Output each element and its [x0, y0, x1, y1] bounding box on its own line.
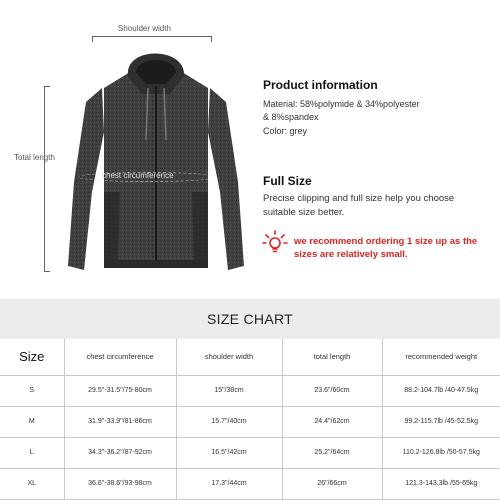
- table-row: [0, 375, 500, 406]
- material-line: Material: 58%polymide & 34%polyester: [263, 99, 420, 109]
- cell-size: S: [0, 375, 64, 406]
- size-chart-title: SIZE CHART: [0, 299, 500, 339]
- cell-chest: 29.5"-31.5"/75-80cm: [64, 375, 176, 406]
- size-table: [0, 339, 500, 500]
- chest-circumference-label: chest circumference: [102, 171, 174, 180]
- cell-chest: 34.3"-36.2"/87-92cm: [64, 437, 176, 468]
- cell-shoulder: 15"/38cm: [176, 375, 282, 406]
- cell-shoulder: 16.5"/42cm: [176, 437, 282, 468]
- cell-length: 25.2"/64cm: [282, 437, 382, 468]
- table-row: [0, 406, 500, 437]
- lightbulb-icon: [262, 230, 288, 256]
- table-header-row: [0, 339, 500, 375]
- header-shoulder: shoulder width: [176, 339, 282, 375]
- cell-length: 23.6"/60cm: [282, 375, 382, 406]
- cell-chest: 31.9"-33.9"/81-86cm: [64, 406, 176, 437]
- header-weight: recommended weight: [382, 339, 500, 375]
- size-chart: [0, 299, 500, 500]
- total-length-label: Total length: [14, 153, 55, 162]
- header-length: total length: [282, 339, 382, 375]
- table-row: [0, 437, 500, 468]
- full-size-title: Full Size: [263, 174, 312, 188]
- cell-size: M: [0, 406, 64, 437]
- cell-shoulder: 15.7"/40cm: [176, 406, 282, 437]
- cell-weight: 110.2-126.8lb /50-57.5kg: [382, 437, 500, 468]
- jacket-image: [58, 42, 254, 278]
- product-info-title: Product information: [263, 78, 378, 92]
- cell-chest: 36.6"-38.6"/93-98cm: [64, 468, 176, 499]
- cell-shoulder: 17.3"/44cm: [176, 468, 282, 499]
- header-size: Size: [0, 339, 64, 375]
- cell-weight: 99.2-115.7lb /45-52.5kg: [382, 406, 500, 437]
- cell-length: 24.4"/62cm: [282, 406, 382, 437]
- color-line: Color: grey: [263, 126, 308, 136]
- cell-size: XL: [0, 468, 64, 499]
- cell-weight: 88.2-104.7lb /40-47.5kg: [382, 375, 500, 406]
- cell-weight: 121.3-143.3lb /55-65kg: [382, 468, 500, 499]
- shoulder-width-label: Shoulder width: [118, 24, 171, 33]
- total-length-bracket: [44, 86, 50, 272]
- cell-length: 26"/66cm: [282, 468, 382, 499]
- header-chest: chest circumference: [64, 339, 176, 375]
- table-row: [0, 468, 500, 499]
- full-size-text: Precise clipping and full size help you choose suitable size better.: [263, 193, 455, 218]
- size-recommendation: we recommend ordering 1 size up as the sizes are relatively small.: [294, 236, 478, 260]
- cell-size: L: [0, 437, 64, 468]
- material-line-cont: & 8%spandex: [263, 112, 319, 122]
